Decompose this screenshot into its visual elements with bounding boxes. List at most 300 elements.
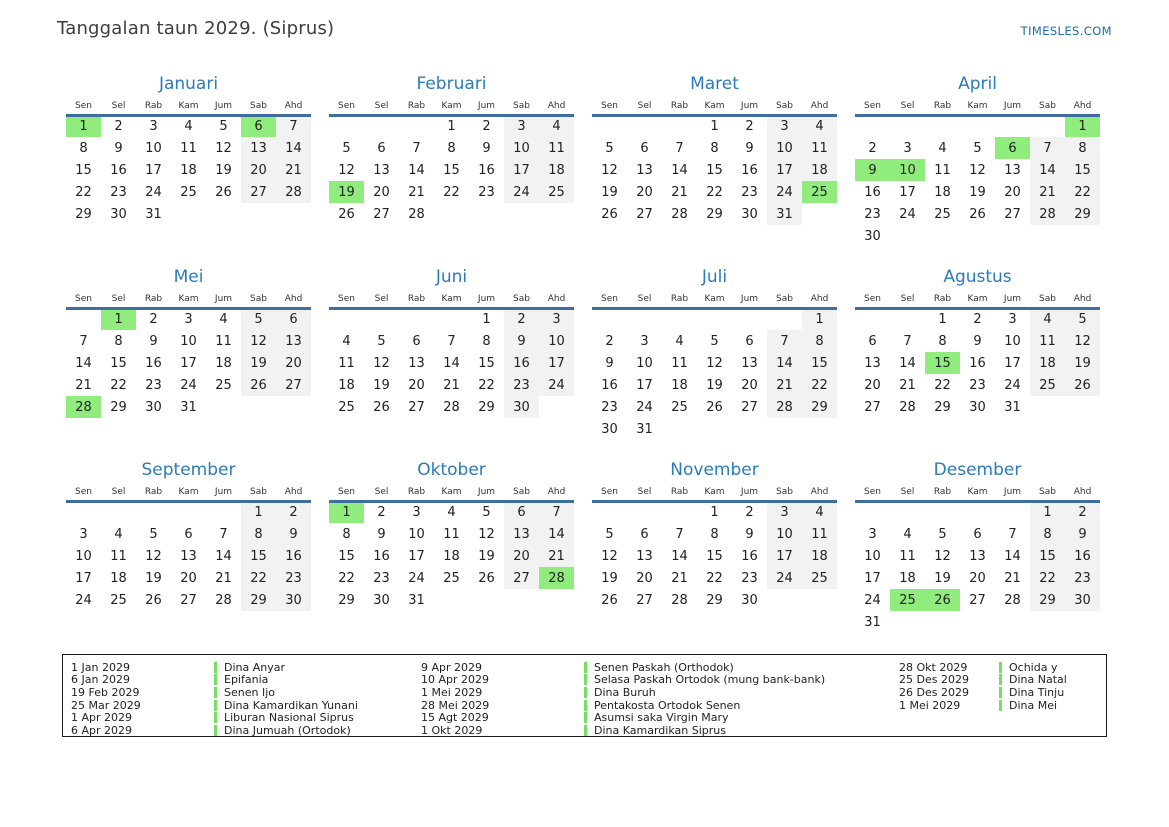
day-cell: 10 <box>1004 333 1021 349</box>
day-header: Kam <box>697 291 732 308</box>
day-cell-empty <box>890 115 925 137</box>
day-cell: 27 <box>373 206 390 222</box>
day-cell: 5 <box>342 140 351 156</box>
day-cell: 22 <box>443 184 460 200</box>
day-cell: 3 <box>767 115 802 137</box>
day-cell-empty <box>960 501 995 523</box>
day-cell-empty <box>206 396 241 418</box>
day-cell: 22 <box>338 570 355 586</box>
day-cell: 7 <box>447 333 456 349</box>
month-title: Mei <box>173 267 204 287</box>
day-cell: 25 <box>338 399 355 415</box>
page-header <box>57 18 1112 39</box>
day-cell-empty <box>592 115 627 137</box>
day-cell: 13 <box>1004 162 1021 178</box>
day-cell: 27 <box>741 399 758 415</box>
day-header: Rab <box>662 484 697 501</box>
day-cell: 3 <box>79 526 88 542</box>
day-cell: 4 <box>938 140 947 156</box>
day-cell: 7 <box>539 501 574 523</box>
day-cell-empty <box>1030 225 1065 247</box>
day-cell: 12 <box>215 140 232 156</box>
day-header: Sen <box>66 291 101 308</box>
day-cell: 19 <box>1065 352 1100 374</box>
day-cell: 6 <box>868 333 877 349</box>
day-header: Sel <box>364 98 399 115</box>
day-cell: 31 <box>1004 399 1021 415</box>
day-cell: 11 <box>802 137 837 159</box>
day-cell: 21 <box>215 570 232 586</box>
day-cell: 24 <box>145 184 162 200</box>
legend-entry-date: 26 Des 2029 <box>899 685 969 699</box>
day-header: Sen <box>66 98 101 115</box>
day-cell: 13 <box>408 355 425 371</box>
day-cell-empty <box>890 308 925 330</box>
day-cell: 18 <box>338 377 355 393</box>
day-cell: 4 <box>1030 308 1065 330</box>
legend-entry <box>71 674 421 687</box>
day-cell: 23 <box>504 374 539 396</box>
day-header: Jum <box>469 484 504 501</box>
month-table <box>329 98 574 225</box>
legend-entry <box>899 661 1106 674</box>
day-cell: 20 <box>636 184 653 200</box>
day-cell-empty <box>662 115 697 137</box>
legend-entry <box>421 711 899 724</box>
day-cell: 9 <box>973 333 982 349</box>
legend-entry-name: Epifania <box>214 674 268 685</box>
day-header: Rab <box>662 291 697 308</box>
day-cell: 13 <box>504 523 539 545</box>
page-title: Tanggalan taun 2029. (Siprus) <box>57 18 335 39</box>
day-cell: 29 <box>706 592 723 608</box>
day-cell: 10 <box>145 140 162 156</box>
day-cell-empty <box>171 501 206 523</box>
day-cell: 12 <box>145 548 162 564</box>
day-cell-empty <box>66 308 101 330</box>
day-cell: 23 <box>145 377 162 393</box>
day-cell: 26 <box>241 374 276 396</box>
day-cell-empty <box>802 589 837 611</box>
day-cell-empty <box>241 203 276 225</box>
day-cell: 25 <box>934 206 951 222</box>
day-cell: 30 <box>741 592 758 608</box>
day-cell: 18 <box>1030 352 1065 374</box>
day-cell: 11 <box>215 333 232 349</box>
day-cell-empty <box>802 203 837 225</box>
day-cell: 23 <box>741 184 758 200</box>
day-cell: 15 <box>1065 159 1100 181</box>
day-cell: 11 <box>1030 330 1065 352</box>
day-cell: 10 <box>636 355 653 371</box>
day-header: Sab <box>241 98 276 115</box>
day-cell: 10 <box>767 523 802 545</box>
day-cell: 2 <box>276 501 311 523</box>
day-cell: 30 <box>276 589 311 611</box>
day-cell: 30 <box>864 228 881 244</box>
day-cell: 4 <box>342 333 351 349</box>
day-cell: 2 <box>149 312 158 328</box>
day-cell: 26 <box>478 570 495 586</box>
day-cell: 29 <box>241 589 276 611</box>
day-header: Kam <box>171 291 206 308</box>
day-header: Sab <box>504 98 539 115</box>
day-cell: 29 <box>338 592 355 608</box>
day-cell: 8 <box>482 333 491 349</box>
day-cell-empty <box>925 611 960 633</box>
day-cell: 9 <box>855 159 890 181</box>
day-cell: 18 <box>802 545 837 567</box>
month-title: April <box>958 74 997 94</box>
day-cell: 27 <box>636 206 653 222</box>
day-cell: 17 <box>864 570 881 586</box>
legend-entry-name: Pentakosta Ortodok Senen <box>584 700 740 711</box>
day-cell: 2 <box>745 505 754 521</box>
month-title: Januari <box>158 74 219 94</box>
day-cell: 30 <box>145 399 162 415</box>
day-cell: 19 <box>373 377 390 393</box>
legend-entry-date: 25 Des 2029 <box>899 673 969 687</box>
day-header: Ahd <box>802 98 837 115</box>
day-cell: 12 <box>478 526 495 542</box>
day-cell-empty <box>1030 396 1065 418</box>
day-cell-empty <box>206 501 241 523</box>
day-header: Ahd <box>276 484 311 501</box>
month-table <box>329 291 574 418</box>
day-cell: 22 <box>706 570 723 586</box>
day-cell: 15 <box>241 545 276 567</box>
day-cell: 21 <box>1030 181 1065 203</box>
day-cell: 23 <box>276 567 311 589</box>
day-cell: 2 <box>605 333 614 349</box>
day-cell: 9 <box>276 523 311 545</box>
day-header: Jum <box>732 484 767 501</box>
legend-entry-name: Dina Anyar <box>214 662 285 673</box>
day-cell: 16 <box>276 545 311 567</box>
month-title: Agustus <box>943 267 1012 287</box>
day-cell: 29 <box>478 399 495 415</box>
day-header: Sel <box>627 98 662 115</box>
day-header: Ahd <box>539 484 574 501</box>
day-cell: 28 <box>671 592 688 608</box>
day-cell: 13 <box>969 548 986 564</box>
legend-entry-date: 28 Mei 2029 <box>421 698 490 712</box>
day-cell: 5 <box>605 526 614 542</box>
day-cell: 5 <box>710 333 719 349</box>
month-oktober <box>329 458 574 633</box>
day-cell: 9 <box>482 140 491 156</box>
day-cell: 4 <box>802 115 837 137</box>
day-cell: 6 <box>995 137 1030 159</box>
day-cell: 11 <box>338 355 355 371</box>
day-cell: 18 <box>934 184 951 200</box>
day-cell: 19 <box>601 184 618 200</box>
day-cell: 23 <box>478 184 495 200</box>
day-cell: 24 <box>539 374 574 396</box>
month-september <box>66 458 311 633</box>
day-header: Sab <box>241 484 276 501</box>
day-cell-empty <box>399 115 434 137</box>
day-cell: 1 <box>482 312 491 328</box>
day-cell-empty <box>925 115 960 137</box>
day-cell: 14 <box>1030 159 1065 181</box>
day-cell: 31 <box>408 592 425 608</box>
day-cell: 20 <box>636 570 653 586</box>
day-header: Ahd <box>802 484 837 501</box>
day-cell: 27 <box>180 592 197 608</box>
day-cell: 3 <box>767 501 802 523</box>
day-cell: 29 <box>802 396 837 418</box>
day-cell-empty <box>662 418 697 440</box>
day-cell: 22 <box>241 567 276 589</box>
day-cell-empty <box>995 501 1030 523</box>
day-cell: 8 <box>710 140 719 156</box>
day-cell: 25 <box>1030 374 1065 396</box>
day-cell: 15 <box>1030 545 1065 567</box>
day-cell: 18 <box>671 377 688 393</box>
day-cell: 6 <box>745 333 754 349</box>
day-cell: 14 <box>767 352 802 374</box>
day-cell: 18 <box>539 159 574 181</box>
day-cell: 16 <box>373 548 390 564</box>
site-link[interactable]: TIMESLES.COM <box>1020 24 1112 38</box>
day-cell: 13 <box>241 137 276 159</box>
day-cell: 8 <box>1030 523 1065 545</box>
month-agustus <box>855 265 1100 440</box>
legend-entry-date: 1 Jan 2029 <box>71 660 130 674</box>
day-cell: 14 <box>899 355 916 371</box>
day-cell-empty <box>469 589 504 611</box>
day-cell: 1 <box>241 501 276 523</box>
day-cell-empty <box>101 501 136 523</box>
day-cell: 28 <box>443 399 460 415</box>
day-cell: 18 <box>443 548 460 564</box>
day-cell: 30 <box>504 396 539 418</box>
day-cell: 22 <box>478 377 495 393</box>
day-cell: 6 <box>412 333 421 349</box>
day-cell: 27 <box>408 399 425 415</box>
day-cell-empty <box>697 418 732 440</box>
day-cell: 11 <box>539 137 574 159</box>
day-cell: 1 <box>938 312 947 328</box>
day-cell: 2 <box>1065 501 1100 523</box>
day-header: Sel <box>627 291 662 308</box>
day-cell: 5 <box>377 333 386 349</box>
day-cell-empty <box>925 501 960 523</box>
day-cell: 4 <box>114 526 123 542</box>
day-cell-empty <box>469 203 504 225</box>
day-cell-empty <box>1065 396 1100 418</box>
day-cell-empty <box>855 115 890 137</box>
day-cell: 5 <box>241 308 276 330</box>
legend-entry <box>421 724 899 737</box>
day-cell: 19 <box>145 570 162 586</box>
day-cell: 12 <box>373 355 390 371</box>
month-table <box>855 98 1100 247</box>
day-cell-empty <box>890 501 925 523</box>
legend-entry <box>421 699 899 712</box>
day-header: Ahd <box>539 291 574 308</box>
day-cell: 26 <box>373 399 390 415</box>
day-cell: 12 <box>601 162 618 178</box>
day-cell: 6 <box>504 501 539 523</box>
day-cell: 21 <box>767 374 802 396</box>
day-cell: 24 <box>636 399 653 415</box>
day-cell: 17 <box>636 377 653 393</box>
day-cell: 26 <box>145 592 162 608</box>
day-cell: 3 <box>184 312 193 328</box>
day-cell: 20 <box>969 570 986 586</box>
day-header: Kam <box>960 291 995 308</box>
day-cell: 16 <box>969 355 986 371</box>
day-cell: 3 <box>149 119 158 135</box>
day-header: Kam <box>960 484 995 501</box>
month-table <box>592 484 837 611</box>
month-title: September <box>141 460 236 480</box>
day-cell: 23 <box>373 570 390 586</box>
day-cell: 25 <box>215 377 232 393</box>
day-cell: 23 <box>1065 567 1100 589</box>
day-cell: 2 <box>377 505 386 521</box>
day-header: Kam <box>434 98 469 115</box>
day-cell-empty <box>960 225 995 247</box>
day-cell-empty <box>1030 611 1065 633</box>
day-cell: 20 <box>241 159 276 181</box>
legend-entry-date: 10 Apr 2029 <box>421 673 490 687</box>
day-cell: 18 <box>110 570 127 586</box>
day-header: Sel <box>101 291 136 308</box>
day-cell: 2 <box>745 119 754 135</box>
day-header: Jum <box>732 291 767 308</box>
day-cell: 26 <box>601 206 618 222</box>
day-cell: 29 <box>110 399 127 415</box>
day-cell: 9 <box>605 355 614 371</box>
legend-entry-name: Dina Natal <box>999 674 1067 685</box>
day-cell: 22 <box>934 377 951 393</box>
day-cell: 24 <box>75 592 92 608</box>
day-cell: 1 <box>1065 115 1100 137</box>
day-header: Sab <box>1030 98 1065 115</box>
day-cell: 28 <box>215 592 232 608</box>
day-cell: 11 <box>443 526 460 542</box>
month-juni <box>329 265 574 440</box>
day-header: Rab <box>399 98 434 115</box>
day-cell: 4 <box>447 505 456 521</box>
day-cell-empty <box>627 501 662 523</box>
day-cell-empty <box>66 501 101 523</box>
day-cell: 21 <box>443 377 460 393</box>
day-header: Jum <box>469 98 504 115</box>
day-cell: 9 <box>114 140 123 156</box>
day-cell-empty <box>627 115 662 137</box>
day-cell: 7 <box>1008 526 1017 542</box>
day-cell: 17 <box>408 548 425 564</box>
day-cell: 20 <box>373 184 390 200</box>
month-maret <box>592 72 837 247</box>
month-title: Desember <box>933 460 1022 480</box>
day-cell: 10 <box>539 330 574 352</box>
day-cell: 9 <box>745 140 754 156</box>
day-cell-empty <box>697 308 732 330</box>
day-cell: 26 <box>601 592 618 608</box>
day-header: Jum <box>995 291 1030 308</box>
month-title: Oktober <box>417 460 486 480</box>
month-title: Juli <box>701 267 728 287</box>
day-header: Rab <box>399 484 434 501</box>
day-cell: 29 <box>75 206 92 222</box>
day-cell-empty <box>504 589 539 611</box>
day-cell: 2 <box>973 312 982 328</box>
day-cell: 15 <box>338 548 355 564</box>
day-cell: 15 <box>802 352 837 374</box>
day-cell-empty <box>662 308 697 330</box>
day-cell: 8 <box>938 333 947 349</box>
day-header: Sen <box>592 484 627 501</box>
day-cell: 6 <box>640 526 649 542</box>
day-cell: 14 <box>539 523 574 545</box>
month-title: Maret <box>690 74 739 94</box>
legend-entry <box>421 674 899 687</box>
day-cell: 25 <box>890 589 925 611</box>
day-cell-empty <box>329 115 364 137</box>
day-header: Sel <box>627 484 662 501</box>
legend-entry <box>71 711 421 724</box>
day-cell: 25 <box>539 181 574 203</box>
day-cell: 12 <box>241 330 276 352</box>
day-cell: 18 <box>215 355 232 371</box>
day-cell: 22 <box>75 184 92 200</box>
legend-entry-name: Liburan Nasional Siprus <box>214 712 354 723</box>
day-cell: 7 <box>1030 137 1065 159</box>
day-header: Sel <box>364 484 399 501</box>
day-cell: 17 <box>767 159 802 181</box>
day-cell: 3 <box>504 115 539 137</box>
day-cell: 17 <box>1004 355 1021 371</box>
day-cell: 27 <box>504 567 539 589</box>
day-header: Jum <box>206 291 241 308</box>
day-cell: 15 <box>925 352 960 374</box>
day-cell: 7 <box>675 140 684 156</box>
day-cell: 19 <box>215 162 232 178</box>
legend-entry-date: 1 Okt 2029 <box>421 723 483 737</box>
day-header: Kam <box>171 98 206 115</box>
day-cell: 16 <box>864 184 881 200</box>
day-cell: 8 <box>342 526 351 542</box>
day-cell: 25 <box>802 567 837 589</box>
day-cell: 25 <box>110 592 127 608</box>
day-header: Jum <box>995 484 1030 501</box>
day-cell-empty <box>329 308 364 330</box>
legend-entry-name: Dina Tinju <box>999 687 1064 698</box>
day-cell-empty <box>276 396 311 418</box>
month-november <box>592 458 837 633</box>
day-header: Sen <box>329 98 364 115</box>
legend-entry-date: 9 Apr 2029 <box>421 660 483 674</box>
day-cell: 20 <box>180 570 197 586</box>
day-cell: 7 <box>276 115 311 137</box>
legend-entry <box>71 661 421 674</box>
day-cell: 23 <box>741 570 758 586</box>
month-table <box>592 291 837 440</box>
day-cell: 22 <box>110 377 127 393</box>
day-cell: 18 <box>180 162 197 178</box>
day-cell-empty <box>995 611 1030 633</box>
day-cell: 5 <box>973 140 982 156</box>
day-header: Sab <box>1030 484 1065 501</box>
day-cell: 20 <box>741 377 758 393</box>
day-cell-empty <box>1065 225 1100 247</box>
day-cell-empty <box>276 203 311 225</box>
